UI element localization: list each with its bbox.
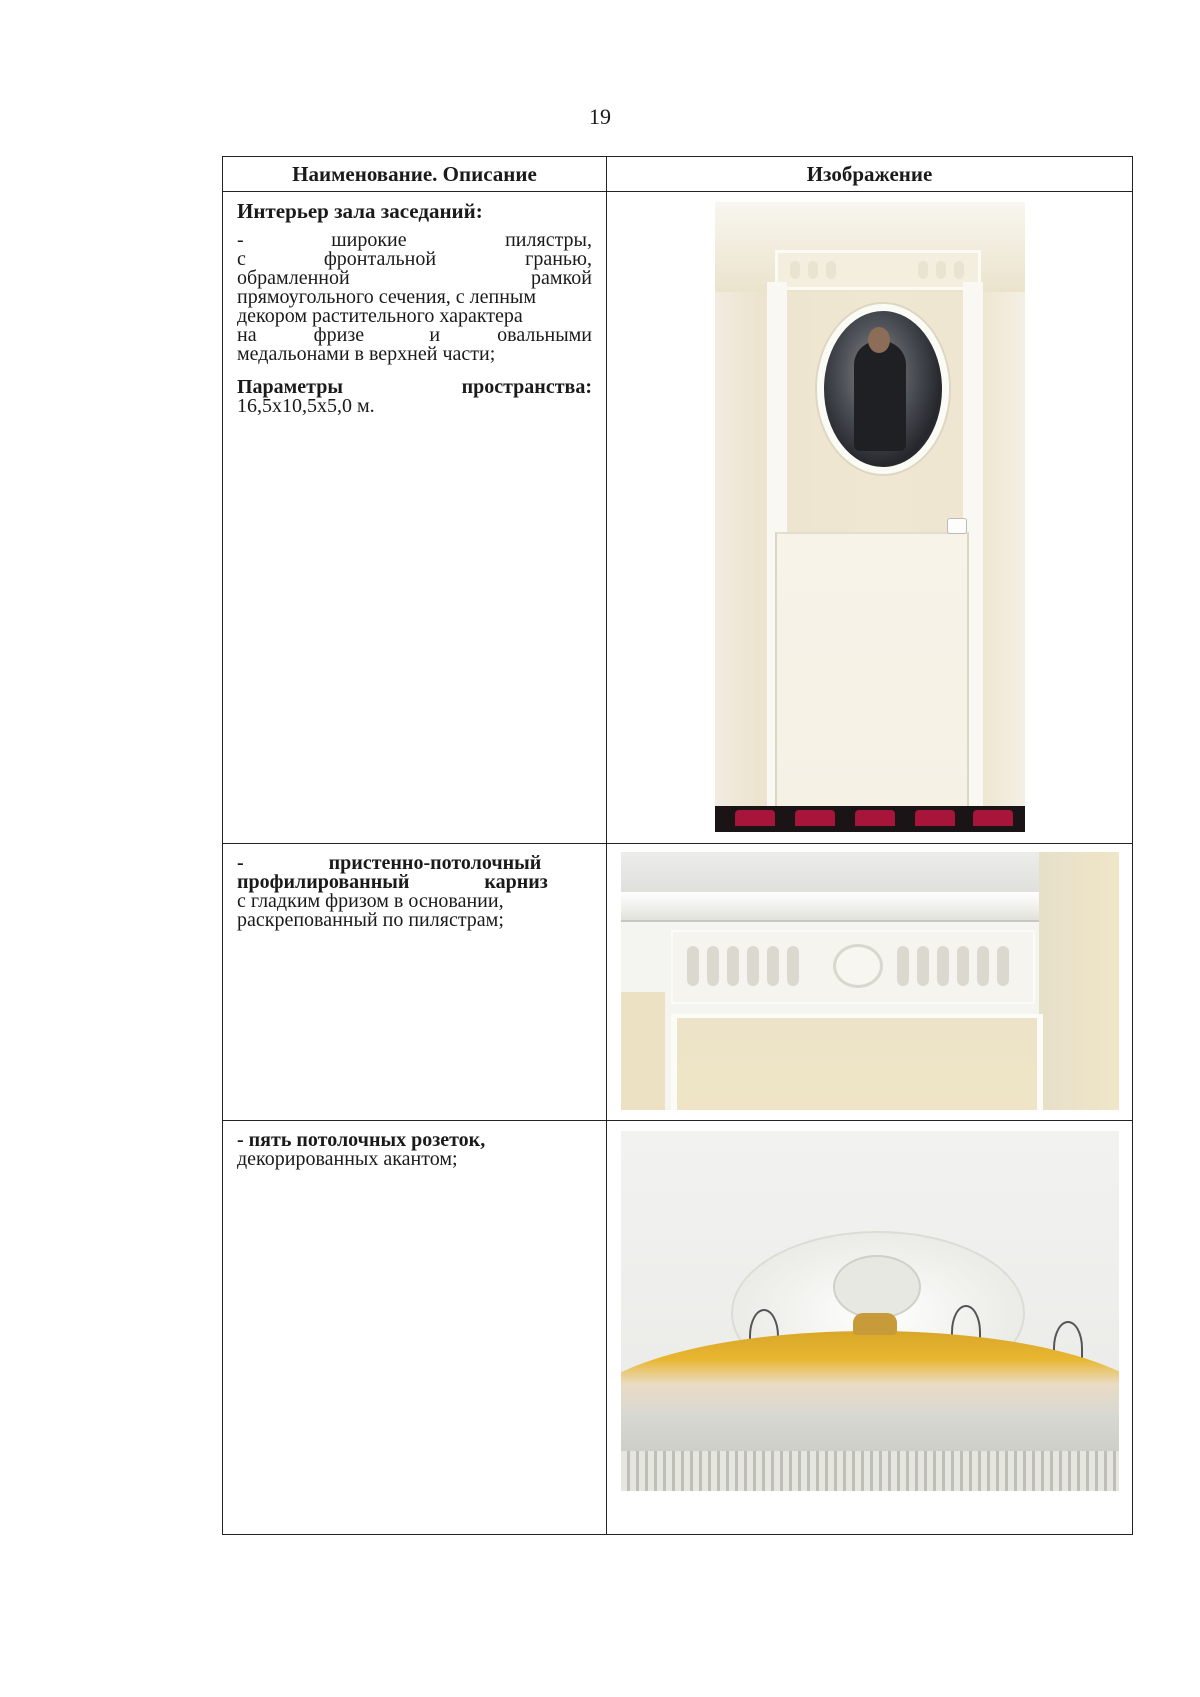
- image-cell: [607, 844, 1133, 1121]
- description-line: раскрепованный по пилястрам;: [237, 909, 504, 931]
- cornice-photo: [621, 852, 1119, 1110]
- page-number: 19: [589, 104, 611, 129]
- table-row: [223, 844, 1133, 1121]
- header-description: Наименование. Описание: [223, 157, 607, 192]
- header-image: Изображение: [607, 157, 1133, 192]
- description-cell: [223, 192, 607, 844]
- table-row: [223, 192, 1133, 844]
- params-label: Параметры: [237, 376, 343, 398]
- row-title: Интерьер зала заседаний:: [237, 199, 483, 223]
- params-label-2: пространства:: [461, 376, 592, 398]
- description-cell: [223, 844, 607, 1121]
- table-header-row: [223, 157, 1133, 192]
- red-seats: [715, 806, 1025, 832]
- description-line: декорированных акантом;: [237, 1148, 458, 1170]
- params-value: 16,5х10,5х5,0 м.: [237, 395, 375, 417]
- description-line: декором растительного характера: [237, 305, 523, 327]
- description-line: с фронтальной гранью,: [237, 248, 592, 270]
- row-title: - пристенно-потолочный: [237, 852, 542, 874]
- description-line: на фризе и овальными: [237, 324, 592, 346]
- pilaster-photo: [715, 202, 1025, 832]
- description-line: - широкие пилястры,: [237, 229, 592, 251]
- description-cell: [223, 1121, 607, 1535]
- frieze-ornament: [671, 930, 1035, 1004]
- oval-medallion-portrait: [817, 304, 949, 474]
- row-description: [237, 231, 592, 364]
- ceiling-rosette-photo: [621, 1131, 1119, 1491]
- description-line: с гладким фризом в основании,: [237, 890, 504, 912]
- image-cell: [607, 192, 1133, 844]
- frieze-ornament: [775, 250, 981, 290]
- description-line: прямоугольного сечения, с лепным: [237, 286, 537, 308]
- row-title: профилированный карниз: [237, 871, 548, 893]
- catalog-table: [222, 156, 1133, 1535]
- chandelier: [621, 1331, 1119, 1471]
- description-line: обрамленной рамкой: [237, 267, 592, 289]
- description-line: медальонами в верхней части;: [237, 343, 496, 365]
- image-cell: [607, 1121, 1133, 1535]
- row-title: - пять потолочных розеток,: [237, 1129, 486, 1151]
- table-row: [223, 1121, 1133, 1535]
